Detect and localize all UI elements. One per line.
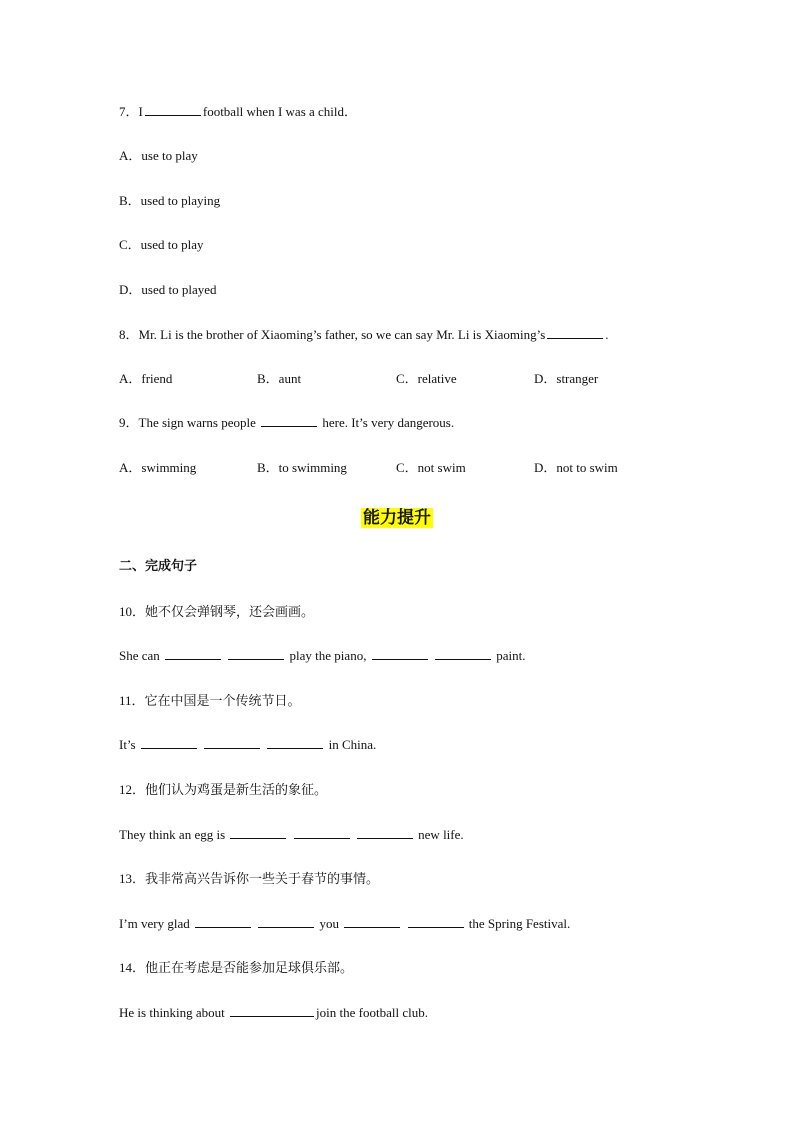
question-number: 8． [119, 327, 139, 342]
question-text: football when I was a child． [202, 104, 358, 119]
answer-blank [230, 1005, 314, 1017]
question-number: 14． [119, 960, 146, 975]
option-d: D．not to swim [534, 460, 618, 475]
answer-blank [294, 827, 350, 839]
question-number: 7． [119, 104, 139, 119]
option-c: C．not swim [396, 460, 466, 475]
answer-blank [267, 737, 323, 749]
answer-blank [141, 737, 197, 749]
answer-blank [258, 916, 314, 928]
question-text: here. It’s very dangerous. [322, 415, 455, 430]
chinese-sentence: 我非常高兴告诉你一些关于春节的事情。 [145, 872, 380, 887]
section-title: 二、完成句子 [119, 559, 198, 574]
answer-blank [408, 916, 464, 928]
question-text: Mr. Li is the brother of Xiaoming’s father, so we can say Mr. Li is Xiaoming’s [138, 327, 546, 342]
question-11-sentence: It’s in China. [119, 737, 377, 752]
chinese-sentence: 她不仅会弹钢琴，还会画画。 [145, 605, 315, 620]
question-7 [119, 104, 357, 120]
question-12-sentence: They think an egg is new life. [119, 827, 464, 842]
option-a: A．friend [119, 371, 173, 386]
answer-blank [165, 648, 221, 660]
answer-blank [195, 916, 251, 928]
answer-blank [145, 104, 201, 116]
question-text: The sign warns people [138, 415, 256, 430]
question-9 [119, 415, 454, 431]
chinese-sentence: 他们认为鸡蛋是新生活的象征。 [145, 783, 328, 798]
question-number: 11． [119, 693, 145, 708]
question-14-prompt [119, 960, 353, 977]
option-b: B．to swimming [257, 460, 347, 475]
option-c: C．relative [396, 371, 457, 386]
answer-blank [230, 827, 286, 839]
question-number: 13． [119, 871, 146, 886]
option-d: D．used to played [119, 282, 217, 297]
option-a: A．use to play [119, 148, 198, 163]
option-b: B．aunt [257, 371, 302, 386]
question-14-sentence: He is thinking about join the football club. [119, 1005, 428, 1020]
answer-blank [372, 648, 428, 660]
question-text: I [138, 104, 143, 119]
question-8 [119, 327, 609, 343]
answer-blank [547, 327, 603, 339]
chinese-sentence: 他正在考虑是否能参加足球俱乐部。 [145, 961, 354, 976]
option-d: D．stranger [534, 371, 599, 386]
answer-blank [435, 648, 491, 660]
answer-blank [204, 737, 260, 749]
question-13-prompt [119, 871, 379, 888]
question-13-sentence: I’m very glad you the Spring Festival. [119, 916, 571, 931]
question-11-prompt [119, 693, 301, 710]
answer-blank [228, 648, 284, 660]
question-number: 10． [119, 604, 146, 619]
question-number: 9． [119, 415, 139, 430]
question-12-prompt [119, 782, 327, 799]
chinese-sentence: 它在中国是一个传统节日。 [144, 694, 301, 709]
option-c: C．used to play [119, 237, 204, 252]
answer-blank [261, 415, 317, 427]
question-10-prompt [119, 604, 314, 621]
answer-blank [344, 916, 400, 928]
question-number: 12． [119, 782, 146, 797]
question-10-sentence: She can play the piano, paint. [119, 648, 526, 663]
option-b: B．used to playing [119, 193, 221, 208]
option-a: A．swimming [119, 460, 197, 475]
section-heading: 能力提升 [363, 508, 431, 528]
question-end: . [605, 327, 609, 342]
answer-blank [357, 827, 413, 839]
